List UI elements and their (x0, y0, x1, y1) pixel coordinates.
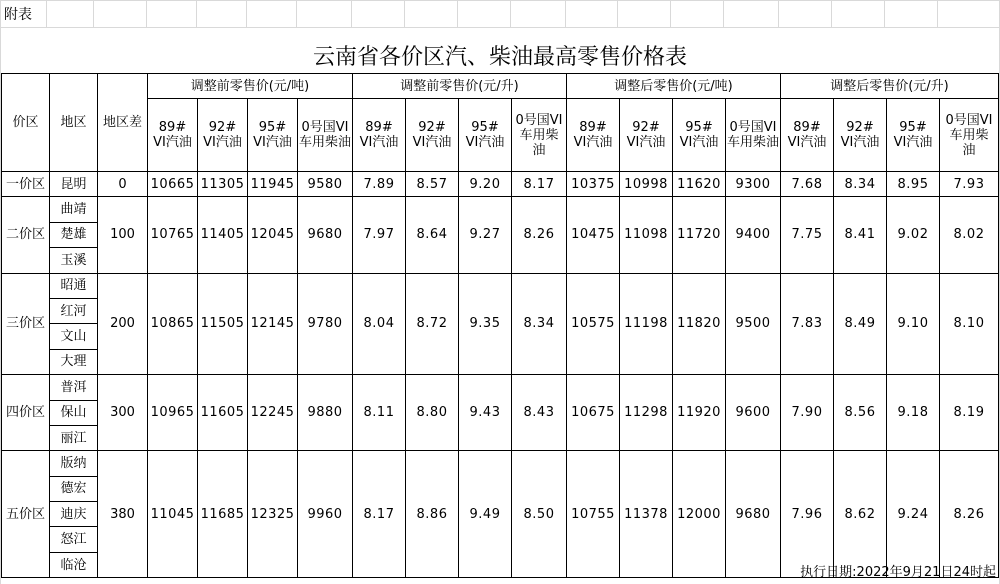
table-row (2, 273, 999, 298)
grid-line (778, 0, 779, 28)
header-fuel-line: 油 (962, 142, 976, 158)
header-after-ton[interactable]: 调整后零售价(元/吨) (567, 74, 781, 99)
price-cell-before-liter[interactable]: 8.72 (406, 273, 459, 375)
price-cell-after-ton[interactable]: 11820 (673, 273, 726, 375)
header-fuel-line: 89# (579, 120, 607, 135)
diff-cell[interactable]: 200 (98, 273, 148, 375)
price-cell-after-liter[interactable]: 9.02 (887, 197, 940, 273)
header-fuel-before-ton-2[interactable] (248, 99, 298, 172)
header-diff[interactable]: 地区差 (98, 74, 148, 172)
price-cell-before-ton[interactable]: 10765 (148, 197, 198, 273)
price-cell-after-ton[interactable]: 11378 (620, 451, 673, 578)
price-cell-before-ton[interactable]: 10965 (148, 375, 198, 451)
header-fuel-before-ton-1[interactable] (198, 99, 248, 172)
header-fuel-line: 车用柴油 (726, 135, 779, 150)
price-cell-after-ton[interactable]: 10475 (567, 197, 620, 273)
header-fuel-after-ton-2[interactable] (673, 99, 726, 172)
price-cell-before-ton[interactable]: 9780 (298, 273, 353, 375)
header-fuel-line: VI汽油 (679, 135, 719, 150)
zone-cell[interactable]: 一价区 (2, 172, 50, 197)
price-cell-after-liter[interactable]: 9.10 (887, 273, 940, 375)
price-cell-before-ton[interactable]: 11305 (198, 172, 248, 197)
grid-line (510, 0, 511, 28)
grid-line (617, 0, 618, 28)
price-cell-after-liter[interactable]: 7.83 (781, 273, 834, 375)
grid-line (0, 0, 1000, 1)
header-fuel-line: 89# (793, 120, 821, 135)
header-before-liter[interactable]: 调整前零售价(元/升) (353, 74, 567, 99)
price-cell-before-liter[interactable]: 8.11 (353, 375, 406, 451)
table-row (2, 172, 999, 197)
header-fuel-line: 油 (532, 142, 546, 158)
header-fuel-before-ton-0[interactable] (148, 99, 198, 172)
header-fuel-line: 89# (365, 120, 393, 135)
price-cell-after-liter[interactable]: 8.26 (940, 451, 999, 578)
price-cell-after-liter[interactable]: 7.90 (781, 375, 834, 451)
header-fuel-after-liter-3[interactable] (940, 99, 999, 172)
header-fuel-line: 92# (846, 120, 874, 135)
price-cell-before-liter[interactable]: 8.50 (512, 451, 567, 578)
header-fuel-after-liter-1[interactable] (834, 99, 887, 172)
grid-line (196, 0, 197, 28)
header-fuel-after-ton-3[interactable] (726, 99, 781, 172)
price-cell-after-liter[interactable]: 8.95 (887, 172, 940, 197)
region-cell[interactable]: 昆明 (50, 172, 98, 197)
region-cell[interactable]: 曲靖 (50, 197, 98, 222)
region-cell[interactable]: 红河 (50, 298, 98, 323)
price-cell-before-liter[interactable]: 9.35 (459, 273, 512, 375)
price-cell-after-liter[interactable]: 7.75 (781, 197, 834, 273)
price-cell-before-liter[interactable]: 9.43 (459, 375, 512, 451)
price-cell-before-liter[interactable]: 8.17 (512, 172, 567, 197)
region-cell[interactable]: 德宏 (50, 476, 98, 501)
region-cell[interactable]: 怒江 (50, 527, 98, 552)
header-zone[interactable]: 价区 (2, 74, 50, 172)
header-fuel-line: VI汽油 (359, 135, 399, 150)
price-cell-before-liter[interactable]: 8.04 (353, 273, 406, 375)
table-row (2, 375, 999, 400)
price-cell-before-ton[interactable]: 11405 (198, 197, 248, 273)
price-cell-after-liter[interactable]: 8.56 (834, 375, 887, 451)
attachment-label[interactable]: 附表 (4, 7, 32, 23)
header-region[interactable]: 地区 (50, 74, 98, 172)
header-fuel-line: 0号国VI (515, 112, 563, 128)
diff-cell[interactable]: 100 (98, 197, 148, 273)
price-cell-after-ton[interactable]: 11098 (620, 197, 673, 273)
header-fuel-line: 89# (158, 120, 187, 135)
price-cell-after-ton[interactable]: 12000 (673, 451, 726, 578)
region-cell[interactable]: 昭通 (50, 273, 98, 298)
price-cell-before-liter[interactable]: 9.49 (459, 451, 512, 578)
region-cell[interactable]: 丽江 (50, 425, 98, 450)
region-cell[interactable]: 文山 (50, 324, 98, 349)
header-fuel-line: 车用柴 (519, 127, 559, 143)
header-fuel-after-ton-0[interactable] (567, 99, 620, 172)
price-cell-before-liter[interactable]: 9.20 (459, 172, 512, 197)
price-cell-before-liter[interactable]: 8.34 (512, 273, 567, 375)
price-cell-after-liter[interactable]: 8.34 (834, 172, 887, 197)
header-fuel-line: 95# (258, 120, 287, 135)
header-after-liter[interactable]: 调整后零售价(元/升) (781, 74, 999, 99)
price-cell-before-ton[interactable]: 11605 (198, 375, 248, 451)
price-cell-after-ton[interactable]: 10675 (567, 375, 620, 451)
effective-date[interactable]: 执行日期:2022年9月21日24时起 (800, 565, 996, 580)
price-cell-after-ton[interactable]: 9600 (726, 375, 781, 451)
price-cell-before-ton[interactable]: 9680 (298, 197, 353, 273)
price-cell-before-ton[interactable]: 10665 (148, 172, 198, 197)
diff-cell[interactable]: 380 (98, 451, 148, 578)
price-cell-after-ton[interactable]: 11620 (673, 172, 726, 197)
header-fuel-line: 95# (685, 120, 713, 135)
header-fuel-line: VI汽油 (465, 135, 505, 150)
header-fuel-line: VI汽油 (253, 135, 292, 150)
price-cell-before-ton[interactable]: 11505 (198, 273, 248, 375)
price-cell-after-liter[interactable]: 7.96 (781, 451, 834, 578)
table-title[interactable]: 云南省各价区汽、柴油最高零售价格表 (312, 45, 687, 70)
price-cell-after-liter[interactable]: 8.10 (940, 273, 999, 375)
price-cell-before-liter[interactable]: 7.89 (353, 172, 406, 197)
zone-cell[interactable]: 四价区 (2, 375, 50, 451)
price-cell-after-ton[interactable]: 10755 (567, 451, 620, 578)
price-cell-after-liter[interactable]: 8.02 (940, 197, 999, 273)
region-cell[interactable]: 玉溪 (50, 248, 98, 273)
region-cell[interactable]: 楚雄 (50, 222, 98, 247)
grid-line (46, 0, 47, 28)
header-fuel-line: VI汽油 (203, 135, 242, 150)
price-cell-after-ton[interactable]: 11298 (620, 375, 673, 451)
price-cell-after-ton[interactable]: 11198 (620, 273, 673, 375)
header-fuel-before-liter-3[interactable] (512, 99, 567, 172)
price-cell-before-liter[interactable]: 8.64 (406, 197, 459, 273)
header-fuel-line: 0号国VI (729, 120, 777, 135)
header-fuel-line: 0号国VI (301, 120, 349, 135)
header-fuel-after-liter-2[interactable] (887, 99, 940, 172)
region-cell[interactable]: 保山 (50, 400, 98, 425)
price-cell-before-ton[interactable]: 11945 (248, 172, 298, 197)
price-cell-before-liter[interactable]: 8.17 (353, 451, 406, 578)
header-fuel-line: 0号国VI (945, 112, 993, 128)
header-fuel-before-ton-3[interactable] (298, 99, 353, 172)
price-cell-before-ton[interactable]: 12045 (248, 197, 298, 273)
header-fuel-line: VI汽油 (840, 135, 880, 150)
header-fuel-line: VI汽油 (573, 135, 613, 150)
price-cell-before-ton[interactable]: 12145 (248, 273, 298, 375)
price-cell-before-ton[interactable]: 12325 (248, 451, 298, 578)
price-cell-after-ton[interactable]: 9500 (726, 273, 781, 375)
price-cell-before-liter[interactable]: 9.27 (459, 197, 512, 273)
header-fuel-before-liter-1[interactable] (406, 99, 459, 172)
header-fuel-line: VI汽油 (626, 135, 666, 150)
price-cell-after-liter[interactable]: 7.93 (940, 172, 999, 197)
header-fuel-line: VI汽油 (153, 135, 192, 150)
header-row-groups (2, 74, 999, 99)
price-cell-after-liter[interactable]: 8.41 (834, 197, 887, 273)
grid-line (351, 0, 352, 28)
grid-line (246, 0, 247, 28)
grid-line (457, 0, 458, 28)
grid-line (670, 0, 671, 28)
price-cell-before-liter[interactable]: 8.26 (512, 197, 567, 273)
header-fuel-before-liter-0[interactable] (353, 99, 406, 172)
price-table (1, 73, 999, 578)
price-cell-before-ton[interactable]: 12245 (248, 375, 298, 451)
grid-line (146, 0, 147, 28)
price-cell-before-ton[interactable]: 9580 (298, 172, 353, 197)
grid-line (0, 27, 1000, 28)
header-fuel-line: VI汽油 (412, 135, 452, 150)
header-fuel-after-ton-1[interactable] (620, 99, 673, 172)
header-fuel-line: VI汽油 (787, 135, 827, 150)
price-cell-after-liter[interactable]: 9.18 (887, 375, 940, 451)
price-cell-after-ton[interactable]: 9680 (726, 451, 781, 578)
header-fuel-line: 95# (471, 120, 499, 135)
price-cell-after-liter[interactable]: 8.19 (940, 375, 999, 451)
header-row-fuels (2, 99, 999, 172)
grid-line (937, 0, 938, 28)
price-cell-before-liter[interactable]: 8.86 (406, 451, 459, 578)
price-cell-after-liter[interactable]: 9.24 (887, 451, 940, 578)
price-cell-after-ton[interactable]: 9300 (726, 172, 781, 197)
price-cell-before-liter[interactable]: 8.80 (406, 375, 459, 451)
price-cell-before-liter[interactable]: 8.57 (406, 172, 459, 197)
zone-cell[interactable]: 二价区 (2, 197, 50, 273)
diff-cell[interactable]: 300 (98, 375, 148, 451)
price-cell-after-ton[interactable]: 9400 (726, 197, 781, 273)
header-fuel-line: 95# (899, 120, 927, 135)
region-cell[interactable]: 迪庆 (50, 502, 98, 527)
price-cell-after-ton[interactable]: 11920 (673, 375, 726, 451)
header-fuel-line: 92# (632, 120, 660, 135)
price-cell-before-liter[interactable]: 8.43 (512, 375, 567, 451)
region-cell[interactable]: 普洱 (50, 375, 98, 400)
grid-line (565, 0, 566, 28)
price-cell-before-ton[interactable]: 11045 (148, 451, 198, 578)
table-row (2, 197, 999, 222)
zone-cell[interactable]: 五价区 (2, 451, 50, 578)
price-cell-after-ton[interactable]: 10375 (567, 172, 620, 197)
grid-line (404, 0, 405, 28)
grid-line (296, 0, 297, 28)
grid-line (723, 0, 724, 28)
price-cell-after-liter[interactable]: 8.49 (834, 273, 887, 375)
header-before-ton[interactable]: 调整前零售价(元/吨) (148, 74, 353, 99)
price-cell-before-ton[interactable]: 11685 (198, 451, 248, 578)
header-fuel-before-liter-2[interactable] (459, 99, 512, 172)
header-fuel-line: 92# (208, 120, 237, 135)
price-cell-after-ton[interactable]: 11720 (673, 197, 726, 273)
grid-line (831, 0, 832, 28)
price-cell-after-liter[interactable]: 7.68 (781, 172, 834, 197)
header-fuel-line: 车用柴油 (298, 135, 351, 150)
header-fuel-line: 92# (418, 120, 446, 135)
grid-line (884, 0, 885, 28)
diff-cell[interactable]: 0 (98, 172, 148, 197)
region-cell[interactable]: 临沧 (50, 552, 98, 577)
region-cell[interactable]: 版纳 (50, 451, 98, 476)
price-cell-before-liter[interactable]: 7.97 (353, 197, 406, 273)
header-fuel-line: VI汽油 (893, 135, 933, 150)
price-cell-before-ton[interactable]: 10865 (148, 273, 198, 375)
price-cell-after-ton[interactable]: 10998 (620, 172, 673, 197)
zone-cell[interactable]: 三价区 (2, 273, 50, 375)
table-row (2, 451, 999, 476)
price-cell-after-liter[interactable]: 8.62 (834, 451, 887, 578)
price-cell-before-ton[interactable]: 9880 (298, 375, 353, 451)
grid-line (93, 0, 94, 28)
price-cell-after-ton[interactable]: 10575 (567, 273, 620, 375)
region-cell[interactable]: 大理 (50, 349, 98, 374)
header-fuel-line: 车用柴 (949, 127, 989, 143)
header-fuel-after-liter-0[interactable] (781, 99, 834, 172)
price-cell-before-ton[interactable]: 9960 (298, 451, 353, 578)
